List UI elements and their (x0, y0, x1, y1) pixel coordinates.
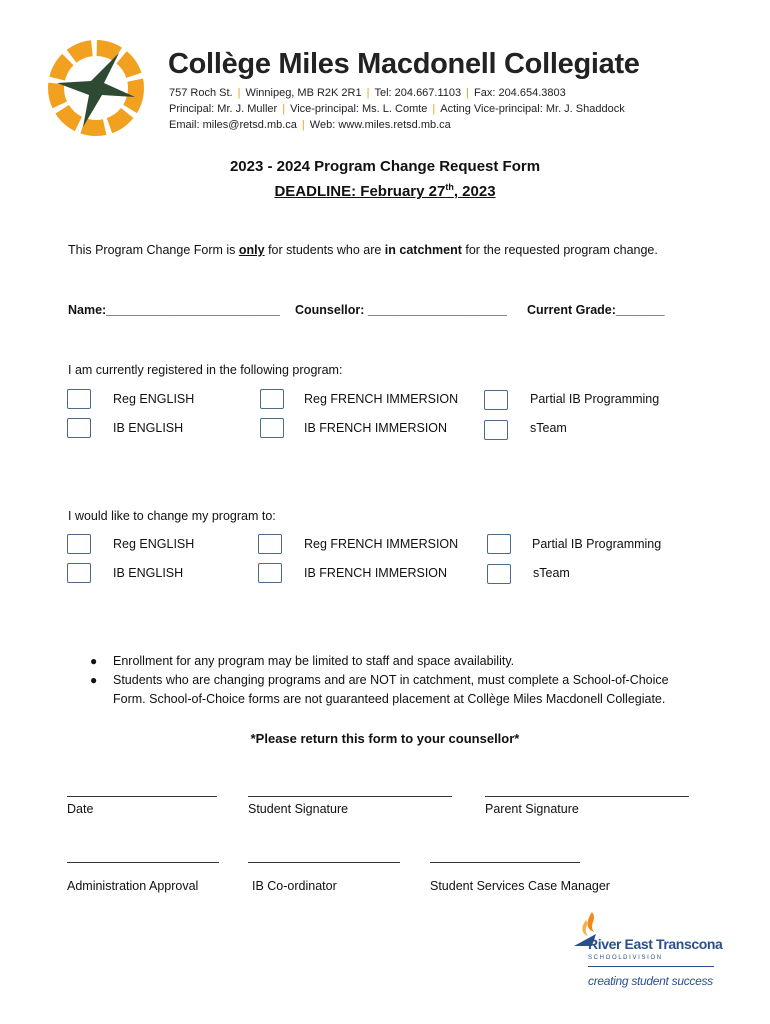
current-ib-french-checkbox[interactable] (260, 418, 284, 438)
deadline: DEADLINE: February 27th, 2023 (274, 182, 496, 200)
contact-line: Email: miles@retsd.mb.ca | Web: www.miles.retsd.mb.ca (169, 119, 451, 131)
current-steam-label: sTeam (530, 421, 567, 435)
school-logo (47, 39, 145, 137)
student-signature-line[interactable] (248, 796, 452, 797)
current-partial-ib-checkbox[interactable] (484, 390, 508, 410)
note-enrollment: Enrollment for any program may be limited to staff and space availability. (113, 654, 515, 668)
bullet-2: ● (90, 673, 98, 687)
grade-field[interactable]: Current Grade:_______ (527, 303, 665, 317)
date-label: Date (67, 802, 94, 816)
new-reg-french-label: Reg FRENCH IMMERSION (304, 537, 459, 551)
address-line: 757 Roch St. | Winnipeg, MB R2K 2R1 | Tel: 204.667.1103 | Fax: 204.654.3803 (169, 87, 566, 99)
new-steam-label: sTeam (533, 566, 570, 580)
logo-divider (588, 966, 714, 967)
student-signature-label: Student Signature (248, 802, 349, 816)
intro-text: This Program Change Form is only for students who are in catchment for the requested program change. (68, 243, 658, 257)
form-title: 2023 - 2024 Program Change Request Form (229, 158, 541, 175)
bullet-1: ● (90, 654, 98, 668)
case-manager-line[interactable] (430, 862, 580, 863)
parent-signature-label: Parent Signature (485, 802, 579, 816)
new-partial-ib-checkbox[interactable] (487, 534, 511, 554)
current-program-heading: I am currently registered in the following program: (68, 363, 343, 377)
note-school-of-choice-1: Students who are changing programs and are NOT in catchment, must complete a School-of-Choice (113, 673, 669, 687)
current-ib-english-checkbox[interactable] (67, 418, 91, 438)
current-partial-ib-label: Partial IB Programming (530, 392, 660, 406)
current-reg-english-label: Reg ENGLISH (113, 392, 195, 406)
current-ib-french-label: IB FRENCH IMMERSION (304, 421, 448, 435)
division-subtitle: S C H O O L D I V I S I O N (588, 955, 662, 961)
admin-approval-line[interactable] (67, 862, 219, 863)
current-reg-french-label: Reg FRENCH IMMERSION (304, 392, 459, 406)
ib-coordinator-label: IB Co-ordinator (252, 879, 337, 893)
admin-approval-label: Administration Approval (67, 879, 199, 893)
name-field[interactable]: Name:_________________________ (68, 303, 281, 317)
new-ib-french-checkbox[interactable] (258, 563, 282, 583)
counsellor-field[interactable]: Counsellor: ____________________ (295, 303, 507, 317)
new-steam-checkbox[interactable] (487, 564, 511, 584)
new-partial-ib-label: Partial IB Programming (532, 537, 662, 551)
new-reg-english-checkbox[interactable] (67, 534, 91, 554)
staff-line: Principal: Mr. J. Muller | Vice-principal: Ms. L. Comte | Acting Vice-principal: Mr. J. Shaddock (169, 103, 625, 115)
current-reg-english-checkbox[interactable] (67, 389, 91, 409)
return-note: *Please return this form to your counsellor* (250, 731, 520, 746)
new-program-heading: I would like to change my program to: (68, 509, 276, 523)
division-name: River East Transcona (588, 936, 723, 952)
division-tagline: creating student success (588, 974, 713, 988)
current-ib-english-label: IB ENGLISH (113, 421, 184, 435)
new-reg-french-checkbox[interactable] (258, 534, 282, 554)
new-ib-french-label: IB FRENCH IMMERSION (304, 566, 448, 580)
new-ib-english-checkbox[interactable] (67, 563, 91, 583)
new-ib-english-label: IB ENGLISH (113, 566, 184, 580)
date-line[interactable] (67, 796, 217, 797)
note-school-of-choice-2: Form. School-of-Choice forms are not guaranteed placement at Collège Miles Macdonell Collegiate. (113, 692, 666, 706)
current-steam-checkbox[interactable] (484, 420, 508, 440)
current-reg-french-checkbox[interactable] (260, 389, 284, 409)
school-name: Collège Miles Macdonell Collegiate (168, 48, 640, 80)
new-reg-english-label: Reg ENGLISH (113, 537, 195, 551)
parent-signature-line[interactable] (485, 796, 689, 797)
division-logo (570, 910, 730, 995)
case-manager-label: Student Services Case Manager (430, 879, 610, 893)
ib-coordinator-line[interactable] (248, 862, 400, 863)
